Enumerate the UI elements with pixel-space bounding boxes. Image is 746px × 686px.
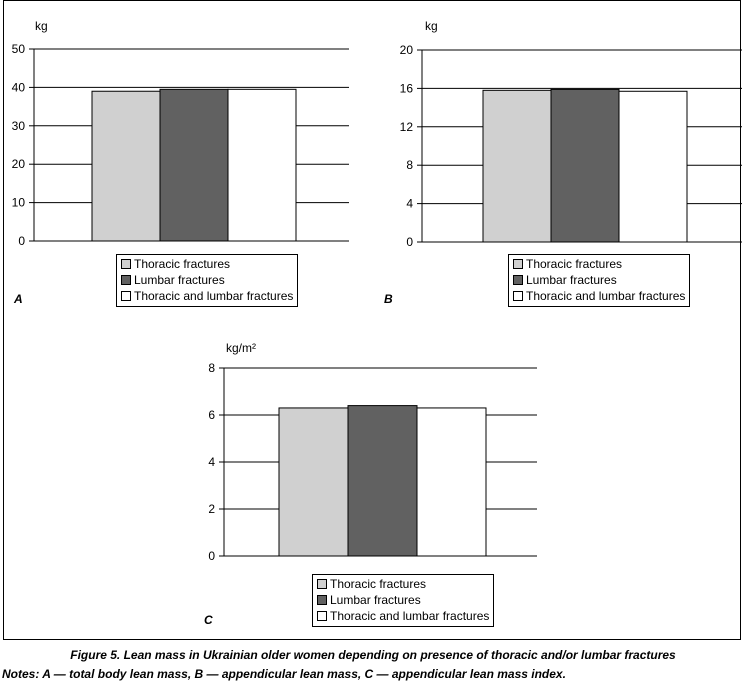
bar-a-thoracic-and-lumbar (228, 89, 296, 241)
legend-swatch-a-1 (121, 275, 131, 285)
chart-b (370, 0, 746, 250)
unit-label-a: kg (35, 19, 48, 33)
chart-a (0, 0, 370, 250)
chart-c (180, 330, 560, 570)
legend-label-b-1: Lumbar fractures (526, 273, 617, 287)
legend-swatch-a-0 (121, 259, 131, 269)
legend-item-b-lumbar (513, 272, 685, 288)
y-tick-label-c-2: 2 (208, 502, 215, 516)
legend-swatch-b-1 (513, 275, 523, 285)
y-tick-label-b-12: 12 (399, 119, 413, 134)
y-tick-label-a-40: 40 (11, 80, 25, 95)
y-tick-label-c-8: 8 (208, 361, 215, 375)
bar-c-lumbar (348, 406, 417, 556)
y-tick-label-a-20: 20 (11, 157, 25, 172)
legend-label-c-1: Lumbar fractures (330, 593, 421, 607)
legend-item-a-lumbar (121, 272, 293, 288)
legend-swatch-a-2 (121, 291, 131, 301)
legend-swatch-c-2 (317, 611, 327, 621)
legend-item-c-lumbar (317, 592, 489, 608)
y-tick-label-a-30: 30 (11, 118, 25, 133)
legend-label-a-0: Thoracic fractures (134, 257, 231, 271)
y-tick-label-c-0: 0 (208, 549, 215, 563)
legend-item-a-thoracic-and-lumbar (121, 288, 293, 304)
legend-swatch-b-0 (513, 259, 523, 269)
legend-label-b-0: Thoracic fractures (526, 257, 623, 271)
bar-c-thoracic (279, 408, 348, 556)
legend-label-a-2: Thoracic and lumbar fractures (134, 289, 294, 303)
legend-label-c-2: Thoracic and lumbar fractures (330, 609, 490, 623)
panel-letter-b: B (384, 292, 393, 306)
bar-b-thoracic-and-lumbar (619, 91, 687, 242)
legend-a (116, 254, 298, 307)
legend-label-a-1: Lumbar fractures (134, 273, 225, 287)
y-tick-label-b-20: 20 (399, 43, 413, 57)
y-tick-label-b-16: 16 (399, 81, 413, 96)
unit-label-c: kg/m² (226, 341, 256, 355)
bar-b-thoracic (483, 90, 551, 242)
figure-caption: Figure 5. Lean mass in Ukrainian older women depending on presence of thoracic and/or lumbar fractures (70, 648, 676, 662)
legend-item-c-thoracic (317, 576, 489, 592)
legend-label-c-0: Thoracic fractures (330, 577, 427, 591)
y-tick-label-b-4: 4 (406, 196, 413, 211)
legend-item-c-thoracic-and-lumbar (317, 608, 489, 624)
legend-swatch-c-0 (317, 579, 327, 589)
legend-swatch-b-2 (513, 291, 523, 301)
legend-c (312, 574, 494, 627)
unit-label-b: kg (425, 19, 438, 33)
y-tick-label-c-6: 6 (208, 408, 215, 422)
bar-b-lumbar (551, 89, 619, 242)
panel-letter-a: A (14, 292, 23, 306)
y-tick-label-a-50: 50 (11, 42, 25, 56)
y-tick-label-a-10: 10 (11, 195, 25, 210)
bar-c-thoracic-and-lumbar (417, 408, 486, 556)
legend-item-b-thoracic (513, 256, 685, 272)
legend-item-b-thoracic-and-lumbar (513, 288, 685, 304)
y-tick-label-a-0: 0 (18, 234, 25, 248)
legend-item-a-thoracic (121, 256, 293, 272)
y-tick-label-b-8: 8 (406, 158, 413, 173)
legend-b (508, 254, 690, 307)
y-tick-label-c-4: 4 (208, 455, 215, 469)
bar-a-lumbar (160, 89, 228, 241)
y-tick-label-b-0: 0 (406, 235, 413, 249)
figure-notes: Notes: A — total body lean mass, B — appendicular lean mass, C — appendicular lean mass index. (2, 667, 566, 681)
panel-letter-c: C (204, 613, 213, 627)
bar-a-thoracic (92, 91, 160, 241)
legend-label-b-2: Thoracic and lumbar fractures (526, 289, 686, 303)
legend-swatch-c-1 (317, 595, 327, 605)
